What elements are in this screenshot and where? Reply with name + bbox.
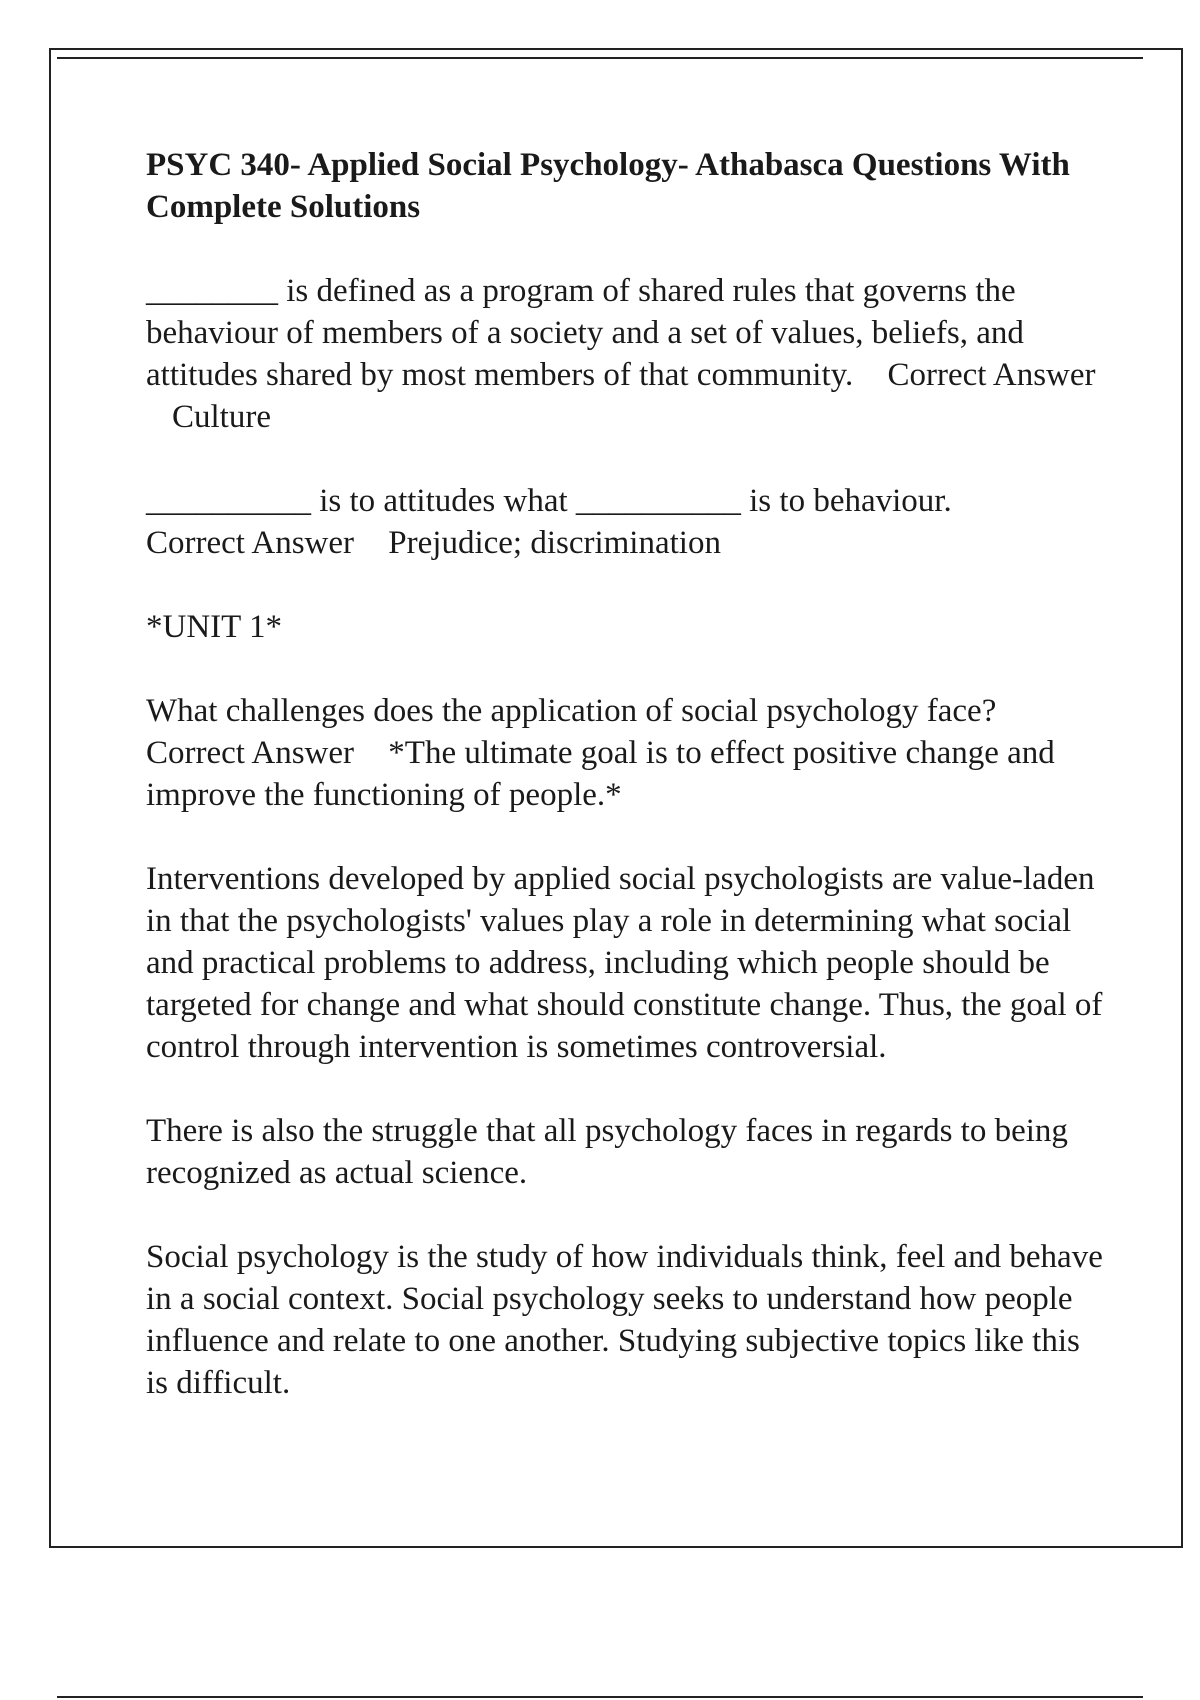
- answer-label: Correct Answer: [146, 735, 355, 771]
- question-text: __________ is to attitudes what __________ is to behaviour.: [146, 483, 952, 519]
- paragraph-social-psychology: Social psychology is the study of how individuals think, feel and behave in a social context. Social psychology seeks to understand how people influence and relate to one another. Studying subjective topics like this is difficult.: [146, 1239, 1103, 1401]
- paragraph-science: There is also the struggle that all psychology faces in regards to being recognized as actual science.: [146, 1113, 1068, 1191]
- answer-text: Culture: [172, 399, 271, 435]
- document-body: [146, 144, 1106, 1446]
- answer-text: *The ultimate goal is to effect positive change and improve the functioning of people.*: [146, 735, 1055, 813]
- question-challenges: [146, 690, 1106, 816]
- paragraph-interventions: Interventions developed by applied social psychologists are value-laden in that the psychologists' values play a role in determining what social and practical problems to address, including which people should be targeted for change and what should constitute change. Thus, the goal of control through intervention is sometimes controversial.: [146, 861, 1103, 1065]
- answer-label: Correct Answer: [146, 525, 355, 561]
- question-prejudice: [146, 480, 1106, 564]
- footer-rule: [57, 1696, 1143, 1698]
- question-text: ________ is defined as a program of shared rules that governs the behaviour of members of a society and a set of values, beliefs, and attitudes shared by most members of that community.: [146, 273, 1024, 393]
- answer-text: Prejudice; discrimination: [388, 525, 721, 561]
- question-text: What challenges does the application of social psychology face?: [146, 693, 997, 729]
- answer-label: Correct Answer: [887, 357, 1096, 393]
- unit-heading: *UNIT 1*: [146, 609, 282, 645]
- document-title: PSYC 340- Applied Social Psychology- Athabasca Questions With Complete Solutions: [146, 147, 1070, 225]
- question-culture: [146, 270, 1106, 438]
- header-rule: [57, 57, 1143, 59]
